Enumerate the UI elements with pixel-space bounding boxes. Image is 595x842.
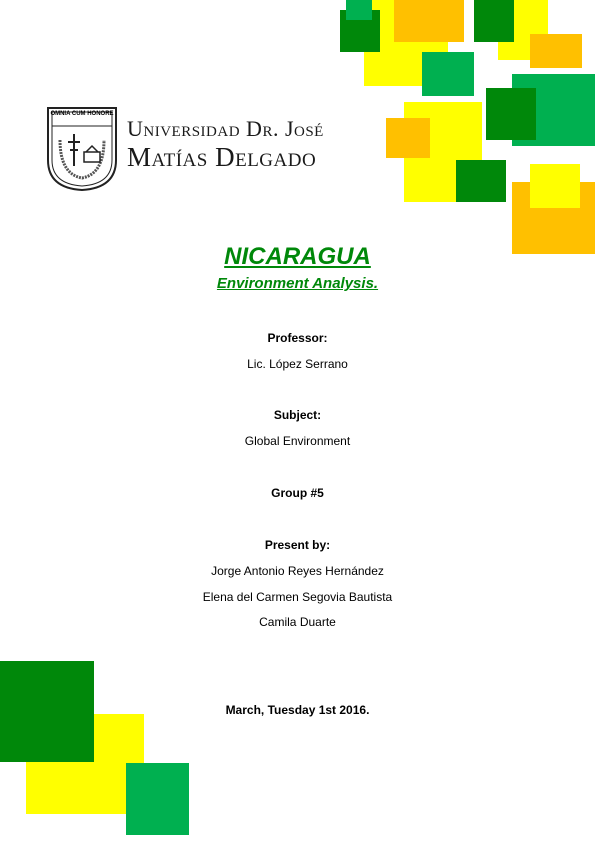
decor-square	[346, 0, 372, 20]
page-subtitle: Environment Analysis.	[216, 275, 379, 292]
decor-square	[386, 118, 430, 158]
decor-square	[474, 0, 514, 42]
author-name: Elena del Carmen Segovia Bautista	[202, 590, 393, 604]
subject-name: Global Environment	[244, 434, 351, 448]
author-name: Jorge Antonio Reyes Hernández	[211, 564, 384, 578]
university-wordmark	[127, 116, 387, 172]
university-seal-icon	[46, 106, 118, 192]
professor-name: Lic. López Serrano	[247, 357, 348, 371]
presented-by-label: Present by:	[264, 538, 331, 552]
page-title: NICARAGUA	[224, 243, 371, 270]
subject-label: Subject:	[273, 408, 322, 422]
university-seal-motto: OMNIA CUM HONORE	[50, 111, 114, 117]
university-name-line1: Universidad Dr. José	[127, 116, 324, 141]
group-number: Group #5	[271, 486, 324, 500]
author-name: Camila Duarte	[259, 615, 336, 629]
decor-square	[456, 160, 506, 202]
decor-square	[530, 164, 580, 208]
professor-label: Professor:	[267, 331, 328, 345]
decor-square	[0, 661, 94, 762]
university-name-line2: Matías Delgado	[127, 142, 317, 172]
decor-square	[394, 0, 464, 42]
decor-square	[422, 52, 474, 96]
decor-square	[530, 34, 582, 68]
decor-square	[486, 88, 536, 140]
decor-square	[126, 763, 189, 835]
document-date: March, Tuesday 1st 2016.	[225, 703, 370, 717]
